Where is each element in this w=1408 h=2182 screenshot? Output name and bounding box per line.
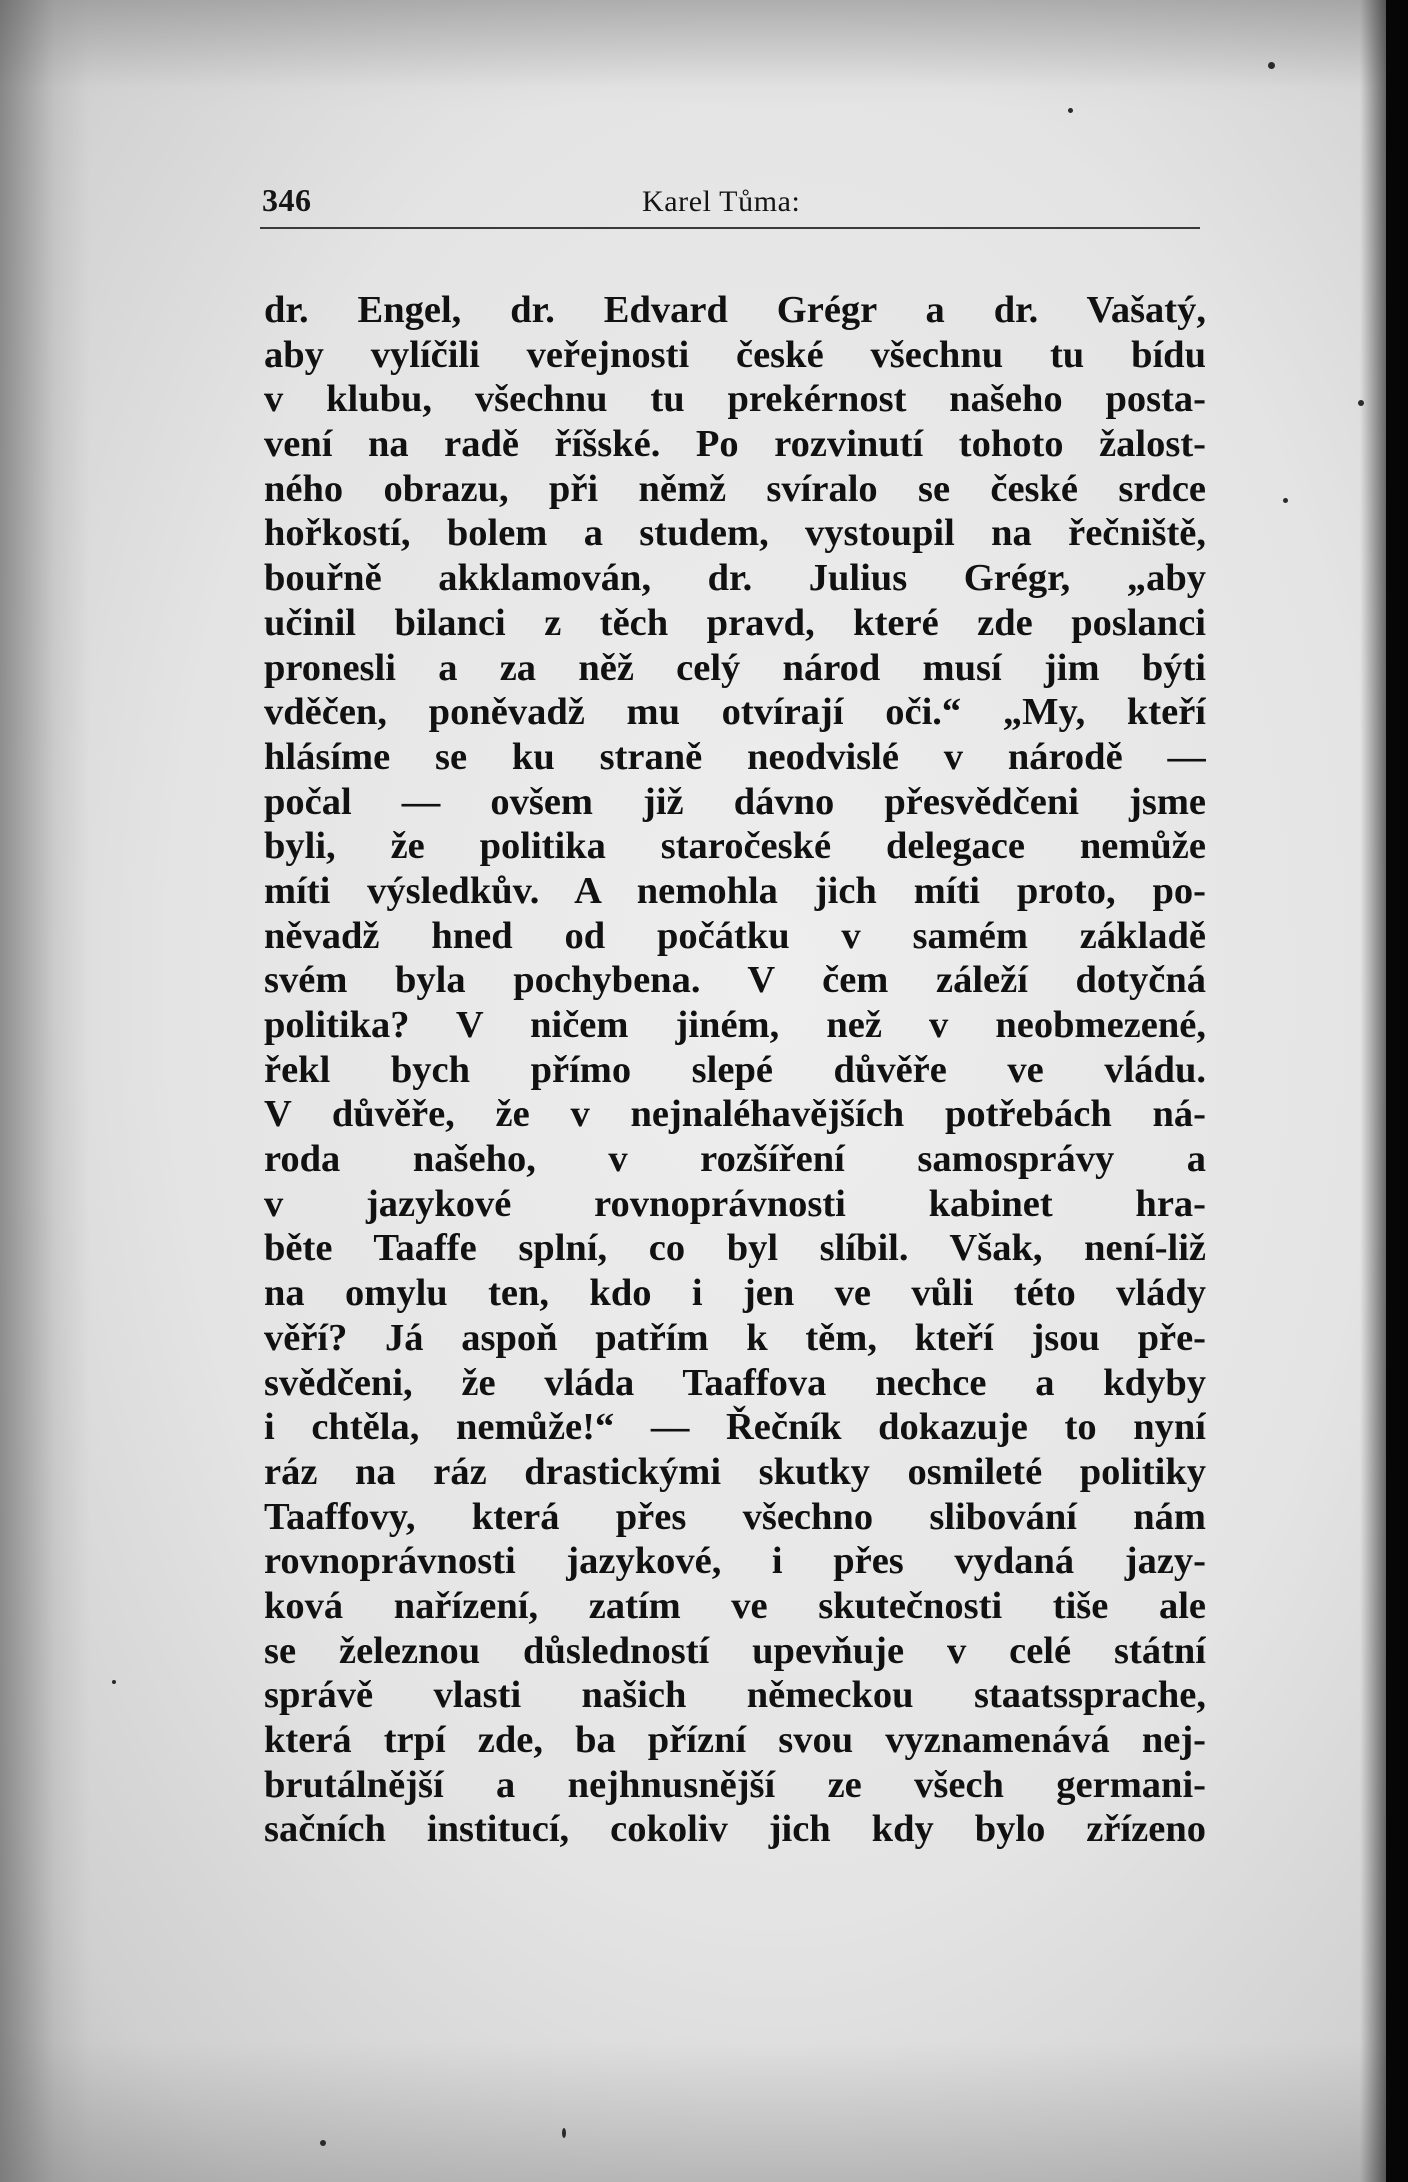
text-line: V důvěře, že v nejnaléhavějších potřebách ná- — [264, 1093, 1206, 1136]
text-line: byli, že politika staročeské delegace nemůže — [264, 825, 1206, 868]
text-line: Taaffovy, která přes všechno slibování nám — [264, 1495, 1206, 1538]
text-line: správě vlasti našich německou staatssprache, — [264, 1674, 1206, 1717]
running-head: Karel Tůma: — [642, 185, 801, 218]
text-line: bouřně akklamován, dr. Julius Grégr, „aby — [264, 557, 1206, 600]
text-line: roda našeho, v rozšíření samosprávy a — [264, 1138, 1206, 1181]
text-line: něvadž hned od počátku v samém základě — [264, 914, 1206, 957]
text-line: věří? Já aspoň patřím k těm, kteří jsou pře- — [264, 1316, 1206, 1359]
dust-speck — [112, 1680, 116, 1684]
dust-speck — [1283, 498, 1288, 503]
dust-speck — [1068, 108, 1073, 113]
text-line: hořkostí, bolem a studem, vystoupil na řečniště, — [264, 512, 1206, 555]
page-header — [262, 182, 1202, 222]
text-line: se železnou důsledností upevňuje v celé státní — [264, 1629, 1206, 1672]
text-line: ného obrazu, při němž svíralo se české srdce — [264, 467, 1206, 510]
text-line: hlásíme se ku straně neodvislé v národě — — [264, 735, 1206, 778]
text-line: politika? V ničem jiném, než v neobmezené, — [264, 1004, 1206, 1046]
top-scan-shadow — [0, 0, 1408, 110]
text-line: svém byla pochybena. V čem záleží dotyčná — [264, 959, 1206, 1002]
header-rule — [260, 227, 1200, 229]
text-line: dr. Engel, dr. Edvard Grégr a dr. Vašatý, — [264, 289, 1206, 331]
text-line: která trpí zde, ba přízní svou vyznamenává nej- — [264, 1719, 1206, 1761]
text-line: ková nařízení, zatím ve skutečnosti tiše ale — [264, 1584, 1206, 1627]
text-line: pronesli a za něž celý národ musí jim býti — [264, 646, 1206, 689]
page-number: 346 — [262, 182, 312, 218]
bottom-scan-shadow — [0, 2042, 1408, 2182]
right-black-border — [1386, 0, 1408, 2182]
text-line: míti výsledkův. A nemohla jich míti proto, po- — [264, 869, 1206, 912]
dust-speck — [320, 2140, 326, 2146]
text-line: vení na radě říšské. Po rozvinutí tohoto žalost- — [264, 423, 1206, 466]
left-scan-shadow — [0, 0, 90, 2182]
text-line: běte Taaffe splní, co byl slíbil. Však, není-liž — [264, 1227, 1206, 1270]
text-line: učinil bilanci z těch pravd, které zde poslanci — [264, 601, 1206, 644]
text-line: sačních institucí, cokoliv jich kdy bylo zřízeno — [264, 1808, 1206, 1851]
right-edge-fade — [1360, 0, 1386, 2182]
text-line: brutálnější a nejhnusnější ze všech germani- — [264, 1763, 1206, 1806]
text-line: i chtěla, nemůže!“ — Řečník dokazuje to nyní — [264, 1406, 1206, 1449]
text-line: rovnoprávnosti jazykové, i přes vydaná jazy- — [264, 1540, 1206, 1583]
text-line: ráz na ráz drastickými skutky osmileté politiky — [264, 1450, 1206, 1493]
text-line: aby vylíčili veřejnosti české všechnu tu bídu — [264, 333, 1206, 376]
dust-speck — [1358, 400, 1364, 406]
text-line: svědčeni, že vláda Taaffova nechce a kdyby — [264, 1361, 1206, 1404]
text-line: řekl bych přímo slepé důvěře ve vládu. — [264, 1048, 1206, 1091]
text-line: vděčen, poněvadž mu otvírají oči.“ „My, kteří — [264, 691, 1206, 734]
body-text — [264, 288, 1206, 1852]
dust-speck — [1268, 62, 1275, 69]
text-line: na omylu ten, kdo i jen ve vůli této vlády — [264, 1272, 1206, 1315]
text-line: v jazykové rovnoprávnosti kabinet hra- — [264, 1182, 1206, 1225]
text-line: počal — ovšem již dávno přesvědčeni jsme — [264, 780, 1206, 823]
text-line: v klubu, všechnu tu prekérnost našeho posta- — [264, 378, 1206, 421]
dust-speck — [562, 2128, 566, 2138]
